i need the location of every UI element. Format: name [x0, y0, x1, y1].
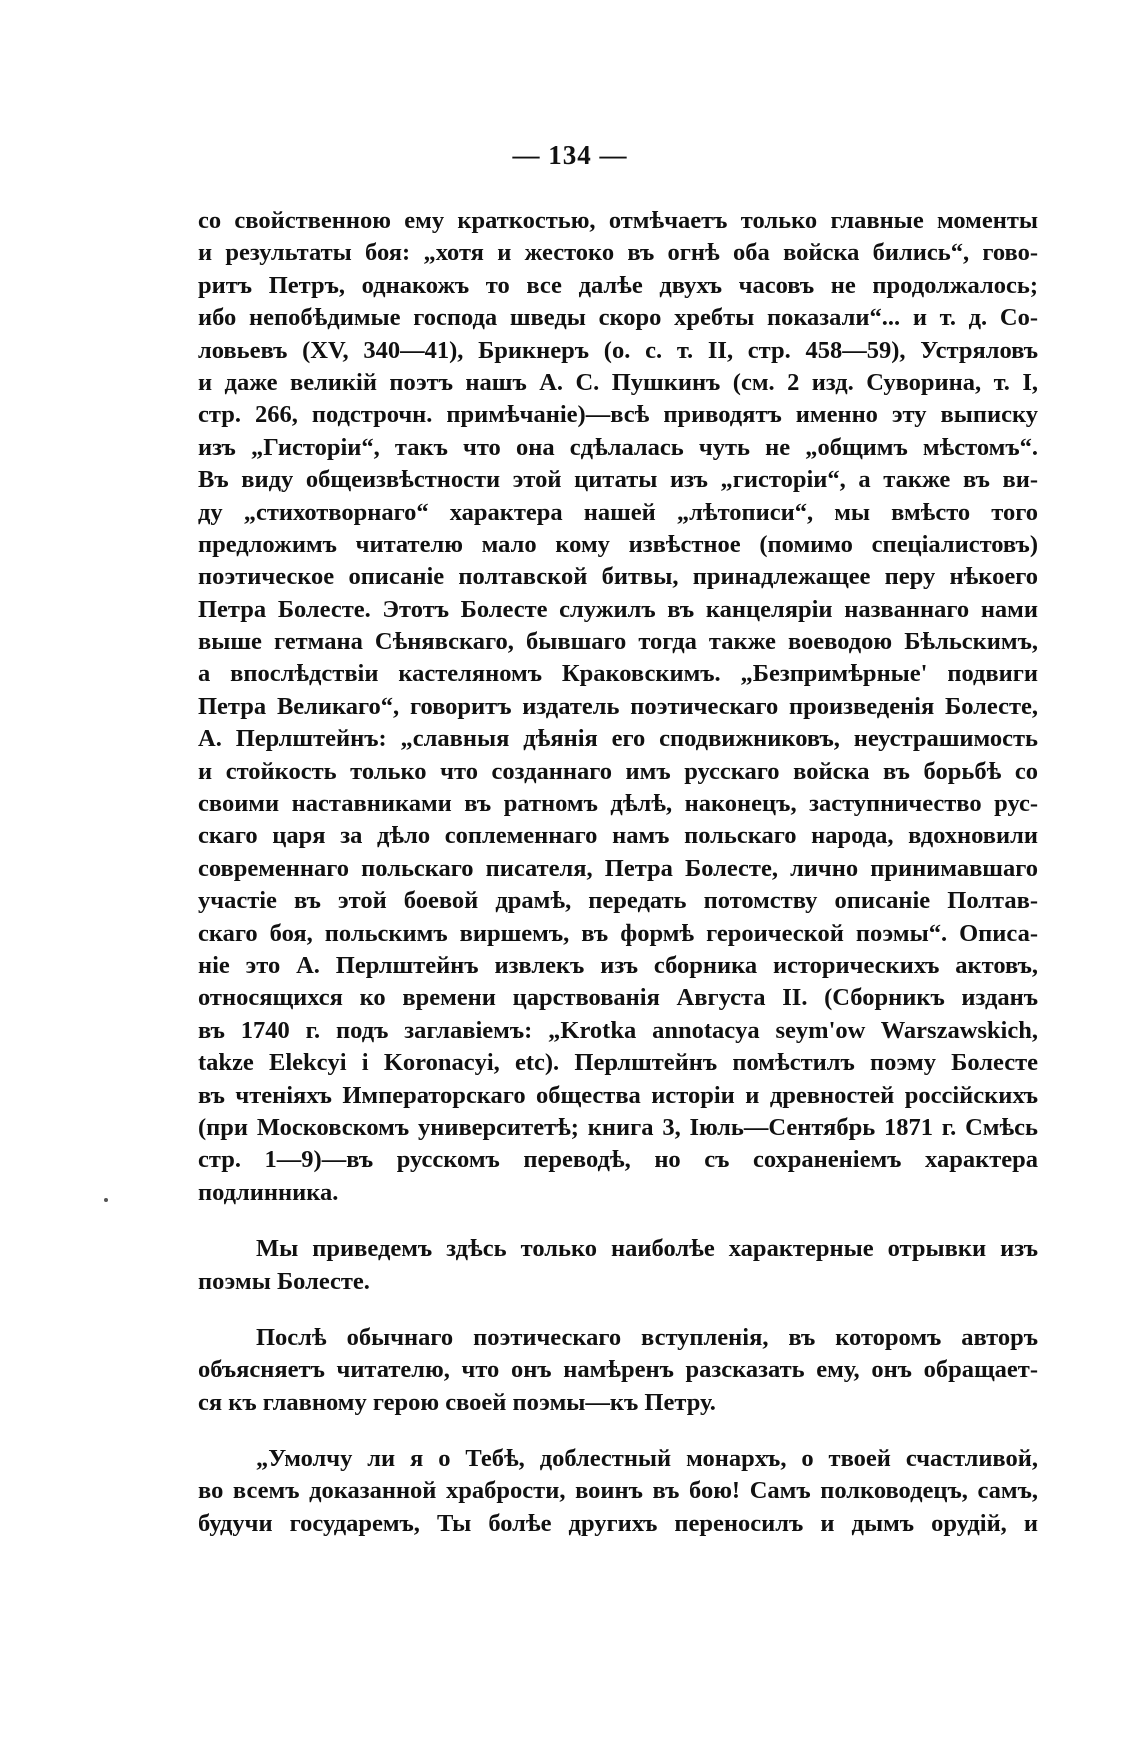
text-line: и результаты боя: „хотя и жестоко въ огнѣ оба войска бились“, гово-: [198, 239, 1038, 267]
paragraph: [198, 205, 1038, 1209]
text-line: ловьевъ (XV, 340—41), Брикнеръ (о. с. т. II, стр. 458—59), Устряловъ: [198, 336, 1038, 364]
page-number: — 134 —: [512, 140, 628, 170]
text-line: „Умолчу ли я о Тебѣ, доблестный монархъ, о твоей счастливой,: [256, 1445, 1038, 1473]
text-line: скаго боя, польскимъ виршемъ, въ формѣ героической поэмы“. Описа-: [198, 919, 1038, 947]
text-line: предложимъ читателю мало кому извѣстное (помимо спеціалистовъ): [198, 530, 1038, 558]
text-line: современнаго польскаго писателя, Петра Болесте, лично принимавшаго: [198, 854, 1038, 882]
paragraph: [198, 1233, 1038, 1298]
text-line: А. Перлштейнъ: „славныя дѣянія его сподвижниковъ, неустрашимость: [198, 725, 1038, 753]
text-line: Мы приведемъ здѣсь только наиболѣе характерные отрывки изъ: [256, 1235, 1038, 1263]
text-line: во всемъ доказанной храбрости, воинъ въ бою! Самъ полководецъ, самъ,: [198, 1477, 1038, 1505]
paragraph-gap: [198, 1209, 1038, 1233]
margin-dot: [104, 1198, 108, 1202]
text-line: участіе въ этой боевой драмѣ, передать потомству описаніе Полтав-: [198, 887, 1038, 915]
text-line: ду „стихотворнаго“ характера нашей „лѣтописи“, мы вмѣсто того: [198, 498, 1038, 526]
text-line: Петра Болесте. Этотъ Болесте служилъ въ канцеляріи названнаго нами: [198, 595, 1038, 623]
text-line: ніе это А. Перлштейнъ извлекъ изъ сборника историческихъ актовъ,: [198, 951, 1038, 979]
body-text: [198, 205, 1038, 1540]
text-line: скаго царя за дѣло соплеменнаго намъ польскаго народа, вдохновили: [198, 822, 1038, 850]
text-line: въ чтеніяхъ Императорскаго общества исторіи и древностей россійскихъ: [198, 1081, 1038, 1109]
text-line: стр. 1—9)—въ русскомъ переводѣ, но съ сохраненіемъ характера: [198, 1146, 1038, 1174]
paragraph: [198, 1443, 1038, 1540]
paragraph-gap: [198, 1298, 1038, 1322]
text-line: и даже великій поэтъ нашъ А. С. Пушкинъ (см. 2 изд. Суворина, т. I,: [198, 368, 1038, 396]
text-line: относящихся ко времени царствованія Августа II. (Сборникъ изданъ: [198, 984, 1038, 1012]
text-line: подлинника.: [198, 1178, 339, 1206]
text-line: ибо непобѣдимые господа шведы скоро хребты показали“... и т. д. Со-: [198, 304, 1038, 332]
text-line: takze Elekcyi i Koronacyi, etc). Перлштейнъ помѣстилъ поэму Болесте: [198, 1049, 1038, 1077]
paragraph: [198, 1322, 1038, 1419]
text-line: своими наставниками въ ратномъ дѣлѣ, наконецъ, заступничество рус-: [198, 790, 1038, 818]
text-line: изъ „Гисторіи“, такъ что она сдѣлалась чуть не „общимъ мѣстомъ“.: [198, 433, 1038, 461]
text-line: Петра Великаго“, говоритъ издатель поэтическаго произведенія Болесте,: [198, 692, 1038, 720]
text-line: и стойкость только что созданнаго имъ русскаго войска въ борьбѣ со: [198, 757, 1038, 785]
text-line: (при Московскомъ университетѣ; книга 3, Іюль—Сентябрь 1871 г. Смѣсь: [198, 1113, 1038, 1141]
text-line: со свойственною ему краткостью, отмѣчаетъ только главные моменты: [198, 207, 1038, 234]
text-line: выше гетмана Сѣнявскаго, бывшаго тогда также воеводою Бѣльскимъ,: [198, 628, 1038, 656]
text-line: Въ виду общеизвѣстности этой цитаты изъ „гисторіи“, а также въ ви-: [198, 466, 1038, 494]
text-line: въ 1740 г. подъ заглавіемъ: „Krotka annotacya seym'ow Warszawskich,: [198, 1016, 1038, 1044]
text-line: поэмы Болесте.: [198, 1267, 370, 1295]
text-line: объясняетъ читателю, что онъ намѣренъ разсказать ему, онъ обращает-: [198, 1356, 1038, 1384]
text-line: Послѣ обычнаго поэтическаго вступленія, въ которомъ авторъ: [256, 1323, 1038, 1351]
text-line: стр. 266, подстрочн. примѣчаніе)—всѣ приводятъ именно эту выписку: [198, 401, 1038, 429]
paragraph-gap: [198, 1419, 1038, 1443]
text-line: ся къ главному герою своей поэмы—къ Петру.: [198, 1388, 716, 1416]
text-line: а впослѣдствіи кастеляномъ Краковскимъ. „Безпримѣрные' подвиги: [198, 660, 1038, 688]
text-line: поэтическое описаніе полтавской битвы, принадлежащее перу нѣкоего: [198, 563, 1038, 591]
text-line: ритъ Петръ, однакожъ то все далѣе двухъ часовъ не продолжалось;: [198, 271, 1038, 299]
text-line: будучи государемъ, Ты болѣе другихъ переносилъ и дымъ орудій, и: [198, 1509, 1038, 1537]
